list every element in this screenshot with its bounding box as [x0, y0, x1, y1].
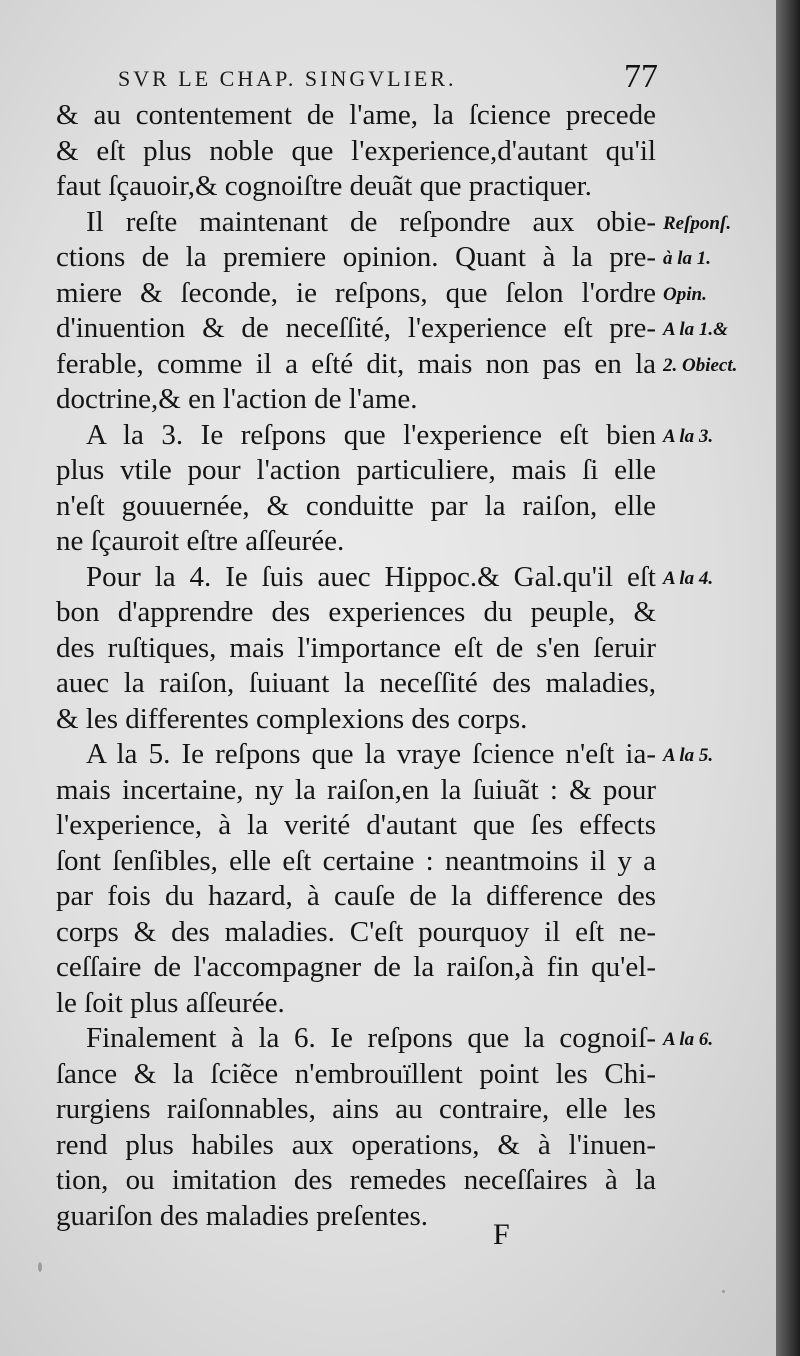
body-text — [56, 98, 656, 1234]
text-line: Pour la 4. Ie ſuis auec Hippoc.& Gal.qu'il eſt — [86, 560, 656, 593]
text-line: rurgiens raiſonnables, ains au contraire, elle les — [56, 1093, 656, 1125]
text-line: doctrine,& en l'action de l'ame. — [56, 383, 418, 415]
text-line: bon d'apprendre des experiences du peuple, & — [56, 596, 656, 628]
margin-note: Opin. — [663, 283, 707, 305]
text-line: ceſſaire de l'accompagner de la raiſon,à fin qu'el- — [56, 951, 656, 983]
margin-note: A la 3. — [663, 425, 714, 447]
text-line: Il reſte maintenant de reſpondre aux obie- — [86, 205, 656, 238]
margin-note: 2. Obiect. — [663, 354, 738, 376]
text-line: d'inuention & de neceſſité, l'experience eſt pre- — [56, 312, 656, 344]
margin-note: A la 6. — [663, 1029, 714, 1050]
page-edge-shadow — [776, 0, 800, 1356]
text-line: ſont ſenſibles, elle eſt certaine : neantmoins il y a — [56, 844, 656, 877]
signature-mark: F — [493, 1218, 510, 1251]
margin-note: A la 4. — [663, 567, 714, 589]
text-line: des ruſtiques, mais l'importance eſt de s'en ſeruir — [56, 631, 656, 664]
text-line: faut ſçauoir,& cognoiſtre deuãt que practiquer. — [56, 170, 592, 202]
running-head: SVR LE CHAP. SINGVLIER. — [118, 66, 457, 91]
text-line: A la 5. Ie reſpons que la vraye ſcience n'eſt ia- — [86, 738, 656, 770]
paper-speck — [38, 1262, 42, 1272]
text-line: l'experience, à la verité d'autant que ſes effects — [56, 809, 656, 841]
margin-note: A la 5. — [663, 745, 714, 766]
text-line: & les differentes complexions des corps. — [56, 702, 528, 735]
text-line: n'eſt gouuernée, & conduitte par la raiſon, elle — [56, 489, 656, 522]
text-line: ſance & la ſciẽce n'embrouïllent point les Chi- — [56, 1057, 656, 1090]
margin-note: A la 1.& — [663, 319, 728, 340]
text-line: & eſt plus noble que l'experience,d'autant qu'il — [56, 134, 656, 167]
text-line: par fois du hazard, à cauſe de la difference des — [56, 880, 656, 912]
text-line: plus vtile pour l'action particuliere, mais ſi elle — [56, 454, 656, 486]
text-line: miere & ſeconde, ie reſpons, que ſelon l'ordre — [56, 276, 656, 309]
text-line: ctions de la premiere opinion. Quant à la pre- — [56, 241, 656, 273]
text-line: A la 3. Ie reſpons que l'experience eſt bien — [86, 418, 656, 451]
text-line: ferable, comme il a eſté dit, mais non pas en la — [56, 347, 656, 380]
text-line: mais incertaine, ny la raiſon,en la ſuiuãt : & pour — [56, 773, 656, 806]
text-line: rend plus habiles aux operations, & à l'inuen- — [56, 1128, 656, 1161]
margin-note: Reſponſ. — [663, 212, 732, 234]
page-number: 77 — [624, 58, 658, 95]
text-line: auec la raiſon, ſuiuant la neceſſité des maladies, — [56, 667, 656, 699]
text-line: le ſoit plus aſſeurée. — [56, 986, 285, 1019]
text-line: ne ſçauroit eſtre aſſeurée. — [56, 525, 345, 557]
page-header — [118, 58, 658, 98]
text-line: Finalement à la 6. Ie reſpons que la cognoiſ- — [86, 1022, 656, 1054]
margin-note: à la 1. — [663, 248, 712, 269]
paper-speck — [722, 1290, 725, 1293]
text-line: guariſon des maladies preſentes. — [56, 1199, 429, 1232]
text-line: & au contentement de l'ame, la ſcience precede — [56, 99, 656, 131]
text-line: corps & des maladies. C'eſt pourquoy il eſt ne- — [56, 915, 656, 948]
text-line: tion, ou imitation des remedes neceſſaires à la — [56, 1164, 656, 1196]
